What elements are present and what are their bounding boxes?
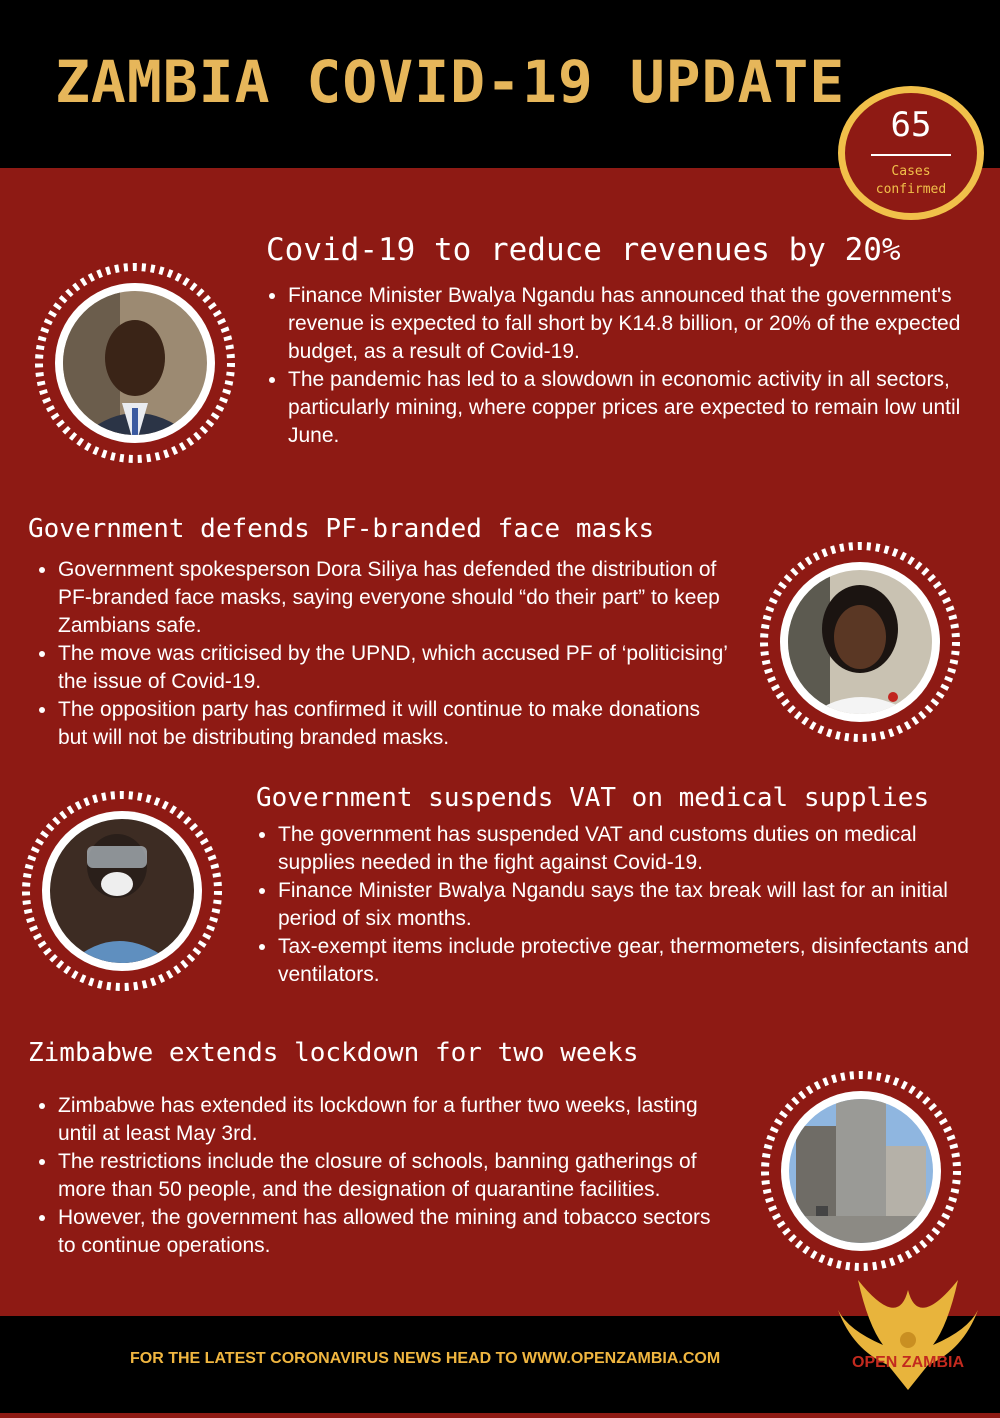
- list-item: • Zimbabwe has extended its lockdown for a further two weeks, lasting until at least May 3rd.: [58, 1092, 728, 1148]
- bullet-list: [258, 282, 993, 450]
- list-item: • The opposition party has confirmed it will continue to make donations but will not be distributing branded masks.: [58, 696, 728, 752]
- cases-label: [845, 163, 977, 199]
- list-item: • The pandemic has led to a slowdown in economic activity in all sectors, particularly mining, where copper prices are expected to remain low until June.: [288, 366, 993, 450]
- section-revenues: [258, 232, 993, 450]
- health-worker-photo: [17, 786, 227, 996]
- list-item: • Tax-exempt items include protective gear, thermometers, disinfectants and ventilators.: [278, 933, 993, 989]
- list-item: • Government spokesperson Dora Siliya has defended the distribution of PF-branded face masks, saying everyone should “do their part” to keep Zambians safe.: [58, 556, 728, 640]
- section-heading: Government suspends VAT on medical supplies: [256, 783, 930, 813]
- badge-divider: [871, 154, 951, 156]
- bullet-list: [28, 556, 728, 752]
- page-title: ZAMBIA COVID-19 UPDATE: [55, 48, 846, 116]
- cases-badge: [838, 86, 984, 220]
- section-heading: Covid-19 to reduce revenues by 20%: [266, 232, 901, 268]
- open-zambia-logo: [828, 1270, 998, 1413]
- section-heading: Government defends PF-branded face masks: [28, 514, 655, 544]
- bullet-list: [28, 1092, 728, 1260]
- city-street-photo: [756, 1066, 966, 1276]
- section-vat: [248, 783, 993, 989]
- list-item: • The move was criticised by the UPND, which accused PF of ‘politicising’ the issue of Covid-19.: [58, 640, 728, 696]
- logo-text: OPEN ZAMBIA: [852, 1354, 964, 1371]
- list-item: • The government has suspended VAT and customs duties on medical supplies needed in the fight against Covid-19.: [278, 821, 993, 877]
- finance-minister-photo: [30, 258, 240, 468]
- list-item: • Finance Minister Bwalya Ngandu has announced that the government's revenue is expected to fall short by K14.8 billion, or 20% of the expected budget, as a result of Covid-19.: [288, 282, 993, 366]
- spokesperson-photo: [755, 537, 965, 747]
- section-zimbabwe: [28, 1038, 728, 1260]
- list-item: • The restrictions include the closure of schools, banning gatherings of more than 50 people, and the designation of quarantine facilities.: [58, 1148, 728, 1204]
- list-item: • However, the government has allowed the mining and tobacco sectors to continue operations.: [58, 1204, 728, 1260]
- cases-label-line2: confirmed: [875, 182, 947, 197]
- section-heading: Zimbabwe extends lockdown for two weeks: [28, 1038, 639, 1068]
- eagle-icon: [828, 1270, 998, 1413]
- cases-label-line1: Cases: [891, 164, 931, 179]
- list-item: • Finance Minister Bwalya Ngandu says the tax break will last for an initial period of six months.: [278, 877, 993, 933]
- footer-link-text[interactable]: FOR THE LATEST CORONAVIRUS NEWS HEAD TO WWW.OPENZAMBIA.COM: [130, 1350, 721, 1367]
- bullet-list: [248, 821, 993, 989]
- cases-count: 65: [890, 105, 932, 145]
- section-face-masks: [28, 514, 728, 752]
